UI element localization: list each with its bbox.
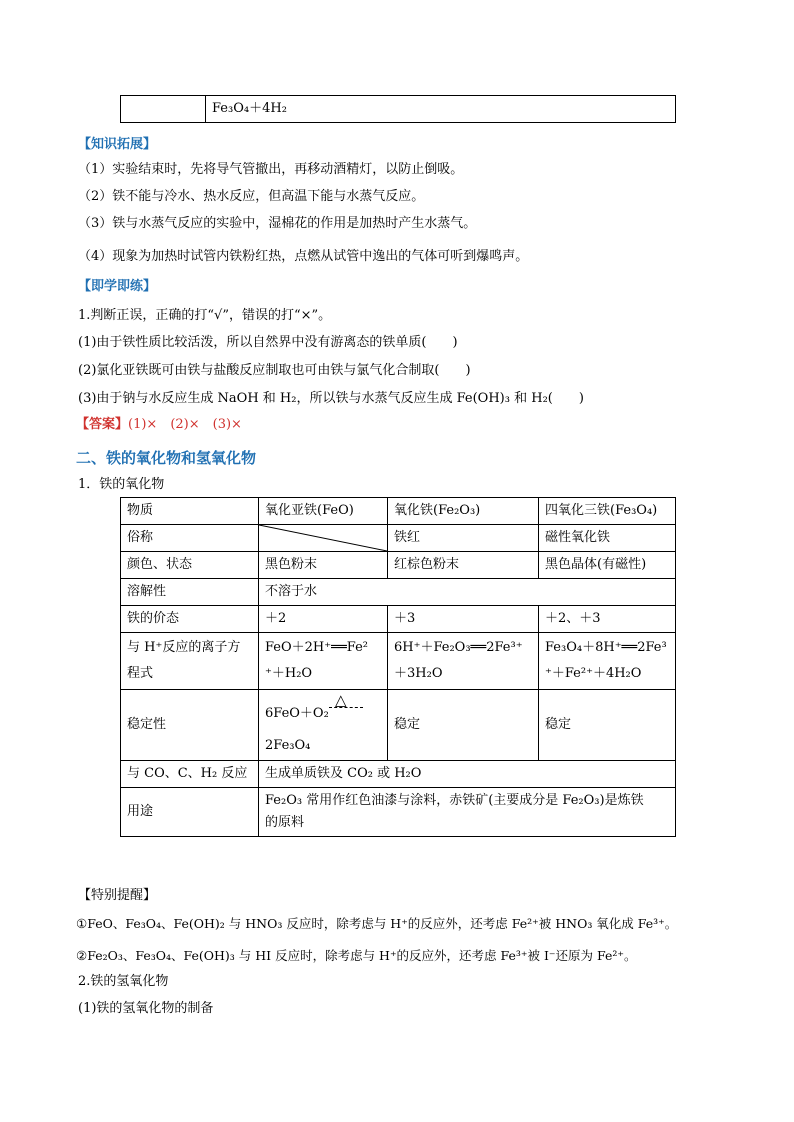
header-cell: 氧化铁(Fe₂O₃) — [388, 498, 539, 525]
hydroxide-title: 2.铁的氢氧化物 — [78, 974, 169, 989]
cell: 生成单质铁及 CO₂ 或 H₂O — [259, 761, 676, 788]
knowledge-item-4: （4）现象为加热时试管内铁粉红热，点燃从试管中逸出的气体可听到爆鸣声。 — [78, 249, 529, 264]
oxide-row-valence — [121, 606, 676, 633]
oxide-table — [120, 497, 676, 837]
oxide-row-ion-equation — [121, 633, 676, 690]
row-label: 稳定性 — [121, 690, 259, 761]
oxide-row-common-name — [121, 525, 676, 552]
cell: FeO＋2H⁺══Fe² ⁺＋H₂O — [259, 633, 388, 690]
oxide-row-color — [121, 552, 676, 579]
knowledge-item-1: （1）实验结束时，先将导气管撤出，再移动酒精灯，以防止倒吸。 — [78, 162, 464, 177]
oxide-row-solubility — [121, 579, 676, 606]
cell: ＋3 — [388, 606, 539, 633]
reaction-arrow — [329, 707, 363, 708]
top-table-cell-1 — [121, 96, 206, 123]
stability-equation-cell: 6FeO＋O₂ △ 2Fe₃O₄ — [259, 690, 388, 761]
oxide-row-header — [121, 498, 676, 525]
cell: 黑色晶体(有磁性) — [539, 552, 676, 579]
row-label: 溶解性 — [121, 579, 259, 606]
cell: 铁红 — [388, 525, 539, 552]
cell: ＋2 — [259, 606, 388, 633]
cell: 黑色粉末 — [259, 552, 388, 579]
cell: 稳定 — [388, 690, 539, 761]
tips-item-2: ②Fe₂O₃、Fe₃O₄、Fe(OH)₃ 与 HI 反应时，除考虑与 H⁺的反应外，还考虑 Fe³⁺被 I⁻还原为 Fe²⁺。 — [76, 948, 637, 963]
row-label: 铁的价态 — [121, 606, 259, 633]
cell: 磁性氧化铁 — [539, 525, 676, 552]
knowledge-title: 【知识拓展】 — [78, 137, 157, 152]
diagonal-line — [259, 525, 387, 551]
section-sub-1: 1．铁的氧化物 — [78, 477, 165, 492]
practice-item-3: (3)由于钠与水反应生成 NaOH 和 H₂，所以铁与水蒸气反应生成 Fe(OH)₃ 和 H₂( ) — [78, 391, 584, 406]
cell: Fe₂O₃ 常用作红色油漆与涂料，赤铁矿(主要成分是 Fe₂O₃)是炼铁 的原料 — [259, 788, 676, 837]
row-label: 颜色、状态 — [121, 552, 259, 579]
cell: ＋2、＋3 — [539, 606, 676, 633]
practice-item-1: (1)由于铁性质比较活泼，所以自然界中没有游离态的铁单质( ) — [78, 335, 458, 350]
top-table — [120, 95, 676, 123]
knowledge-item-2: （2）铁不能与冷水、热水反应，但高温下能与水蒸气反应。 — [78, 189, 425, 204]
oxide-row-use — [121, 788, 676, 837]
top-table-cell-2: Fe₃O₄＋4H₂ — [206, 96, 676, 123]
practice-question: 1.判断正误，正确的打“√”，错误的打“×”。 — [78, 308, 332, 323]
header-cell: 物质 — [121, 498, 259, 525]
header-cell: 四氧化三铁(Fe₃O₄) — [539, 498, 676, 525]
answer-text: (1)× (2)× (3)× — [128, 417, 242, 432]
oxide-row-reaction — [121, 761, 676, 788]
row-label: 与 CO、C、H₂ 反应 — [121, 761, 259, 788]
heat-triangle-icon: △ — [335, 691, 347, 709]
cell: 稳定 — [539, 690, 676, 761]
diagonal-cell — [259, 525, 388, 552]
row-label: 用途 — [121, 788, 259, 837]
hydroxide-sub: (1)铁的氢氧化物的制备 — [78, 1001, 214, 1016]
cell: 不溶于水 — [259, 579, 676, 606]
row-label: 与 H⁺反应的离子方 程式 — [121, 633, 259, 690]
row-label: 俗称 — [121, 525, 259, 552]
oxide-row-stability — [121, 690, 676, 761]
section-heading: 二、铁的氧化物和氢氧化物 — [76, 449, 257, 467]
cell: 6H⁺＋Fe₂O₃══2Fe³⁺ ＋3H₂O — [388, 633, 539, 690]
practice-item-2: (2)氯化亚铁既可由铁与盐酸反应制取也可由铁与氯气化合制取( ) — [78, 363, 471, 378]
header-cell: 氧化亚铁(FeO) — [259, 498, 388, 525]
practice-title: 【即学即练】 — [78, 279, 157, 294]
tips-title: 【特别提醒】 — [78, 888, 157, 903]
answer-line — [76, 413, 242, 432]
tips-item-1: ①FeO、Fe₃O₄、Fe(OH)₂ 与 HNO₃ 反应时，除考虑与 H⁺的反应外，还考虑 Fe²⁺被 HNO₃ 氧化成 Fe³⁺。 — [76, 916, 678, 931]
knowledge-item-3: （3）铁与水蒸气反应的实验中，湿棉花的作用是加热时产生水蒸气。 — [78, 216, 477, 231]
answer-label: 【答案】 — [76, 417, 129, 432]
cell: Fe₃O₄＋8H⁺══2Fe³ ⁺＋Fe²⁺＋4H₂O — [539, 633, 676, 690]
cell: 红棕色粉末 — [388, 552, 539, 579]
